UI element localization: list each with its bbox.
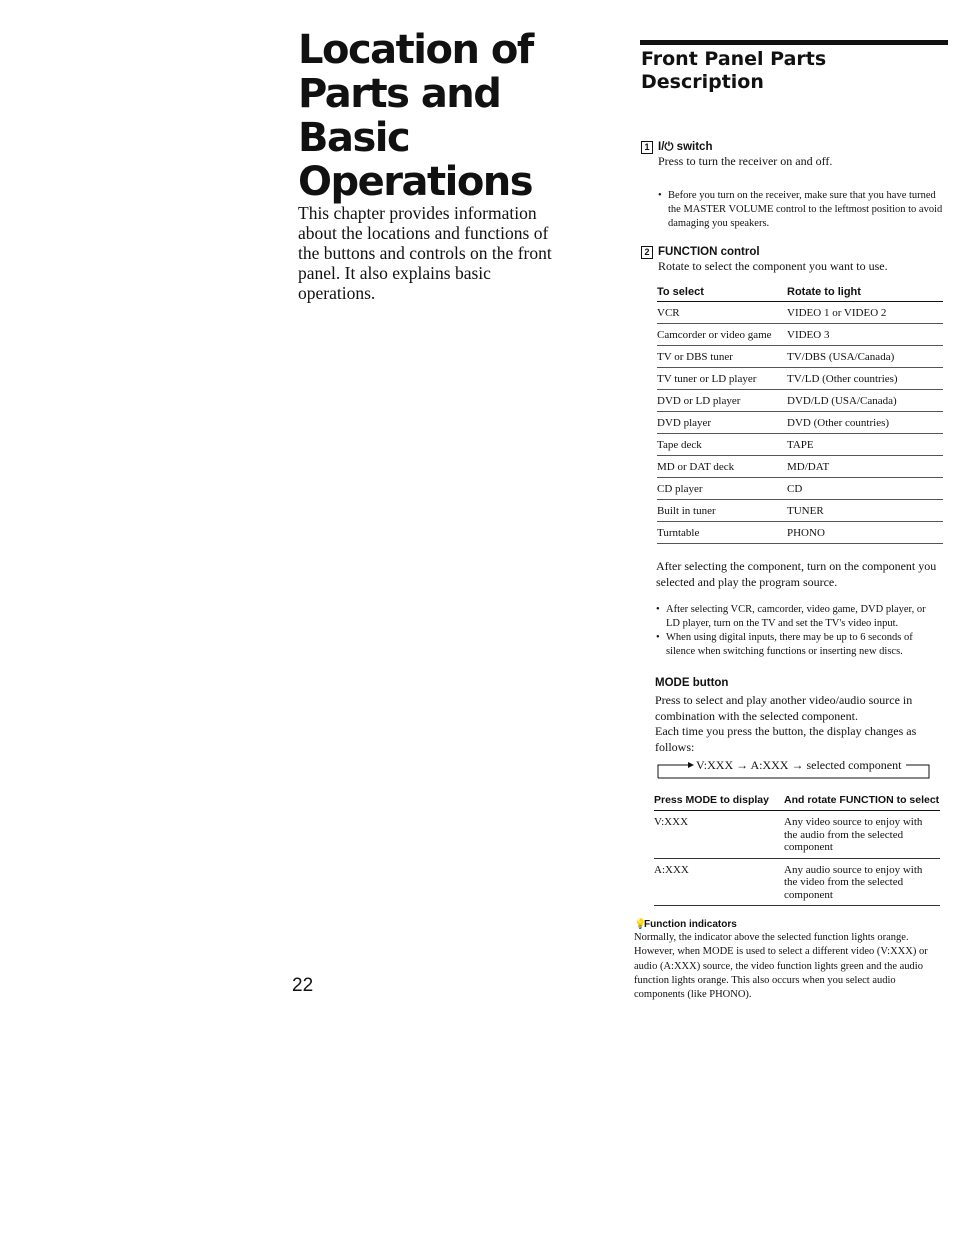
item-function-control-heading — [641, 246, 941, 259]
column-header: To select — [657, 282, 787, 302]
column-header: And rotate FUNCTION to select — [784, 790, 940, 811]
function-table-header — [657, 282, 943, 302]
tip-function-indicators — [634, 919, 944, 1002]
table-cell: Tape deck — [657, 434, 787, 456]
tip-heading: Function indicators — [644, 919, 737, 930]
item-power-switch-text: Press to turn the receiver on and off. — [658, 154, 833, 168]
mode-button-heading: MODE button — [655, 677, 729, 689]
table-cell: VIDEO 1 or VIDEO 2 — [787, 302, 943, 324]
table-cell: TAPE — [787, 434, 943, 456]
table-row — [657, 324, 943, 346]
item-power-switch-label: I/⏻ switch — [658, 141, 713, 153]
mode-text-line: Press to select and play another video/audio source in combination with the selected component. — [655, 693, 913, 723]
item-number-badge: 2 — [641, 246, 653, 259]
mode-cycle-text: V:XXX → A:XXX → selected component — [696, 758, 902, 772]
function-notes — [656, 603, 940, 659]
table-cell: TV/LD (Other countries) — [787, 368, 943, 390]
page-number: 22 — [292, 975, 314, 996]
table-cell: V:XXX — [654, 811, 784, 859]
table-cell: TV/DBS (USA/Canada) — [787, 346, 943, 368]
table-row — [657, 434, 943, 456]
table-cell: DVD (Other countries) — [787, 412, 943, 434]
chapter-intro: This chapter provides information about the locations and functions of the buttons and controls on the front panel. It also explains basic operations. — [298, 203, 552, 303]
item-function-control-text: Rotate to select the component you want to use. — [658, 259, 888, 273]
table-cell: Any video source to enjoy with the audio from the selected component — [784, 811, 940, 859]
table-cell: PHONO — [787, 522, 943, 544]
table-cell: MD/DAT — [787, 456, 943, 478]
table-row — [654, 858, 940, 906]
table-cell: Built in tuner — [657, 500, 787, 522]
table-row — [657, 346, 943, 368]
section-rule — [640, 40, 948, 45]
section-title: Front Panel Parts Description — [641, 48, 827, 93]
table-row — [657, 456, 943, 478]
table-cell: MD or DAT deck — [657, 456, 787, 478]
table-row — [657, 390, 943, 412]
mode-table — [654, 790, 940, 906]
table-cell: DVD/LD (USA/Canada) — [787, 390, 943, 412]
table-cell: CD — [787, 478, 943, 500]
table-row — [657, 412, 943, 434]
power-switch-note: • Before you turn on the receiver, make sure that you have turned the MASTER VOLUME control to the leftmost position to avoid damaging you speakers. — [658, 189, 944, 231]
table-cell: TV tuner or LD player — [657, 368, 787, 390]
chapter-title: Location of Parts and Basic Operations — [298, 27, 533, 205]
table-cell: Camcorder or video game — [657, 324, 787, 346]
column-header: Rotate to light — [787, 282, 943, 302]
table-cell: Turntable — [657, 522, 787, 544]
table-row — [654, 811, 940, 859]
table-cell: VCR — [657, 302, 787, 324]
item-number-badge: 1 — [641, 141, 653, 154]
column-header: Press MODE to display — [654, 790, 784, 811]
lightbulb-icon: 💡 — [634, 919, 647, 930]
item-power-switch-heading — [641, 141, 941, 154]
table-row — [657, 522, 943, 544]
table-cell: CD player — [657, 478, 787, 500]
table-cell: DVD or LD player — [657, 390, 787, 412]
item-function-control-label: FUNCTION control — [658, 246, 760, 258]
table-row — [657, 368, 943, 390]
item-function-control — [641, 246, 941, 274]
table-cell: TUNER — [787, 500, 943, 522]
table-cell: TV or DBS tuner — [657, 346, 787, 368]
table-cell: DVD player — [657, 412, 787, 434]
table-row — [657, 302, 943, 324]
table-cell: VIDEO 3 — [787, 324, 943, 346]
mode-table-header — [654, 790, 940, 811]
note-item: • When using digital inputs, there may be up to 6 seconds of silence when switching functions or inserting new discs. — [656, 631, 940, 659]
item-power-switch — [641, 141, 941, 169]
mode-cycle-diagram — [656, 757, 932, 779]
function-table — [657, 282, 943, 544]
mode-text-line: Each time you press the button, the display changes as follows: — [655, 724, 917, 754]
mode-button-text — [655, 693, 941, 755]
after-select-text: After selecting the component, turn on the component you selected and play the program source. — [656, 559, 937, 589]
table-cell: Any audio source to enjoy with the video from the selected component — [784, 858, 940, 906]
tip-heading-row — [634, 919, 944, 930]
table-row — [657, 478, 943, 500]
tip-text: Normally, the indicator above the selected function lights orange. However, when MODE is used to select a different video (V:XXX) or audio (A:XXX) source, the video function lights green and the audio function lights orange. This also occurs when you select audio components (like PHONO). — [634, 932, 928, 1001]
table-row — [657, 500, 943, 522]
table-cell: A:XXX — [654, 858, 784, 906]
note-item: • After selecting VCR, camcorder, video game, DVD player, or LD player, turn on the TV and set the TV's video input. — [656, 603, 940, 631]
